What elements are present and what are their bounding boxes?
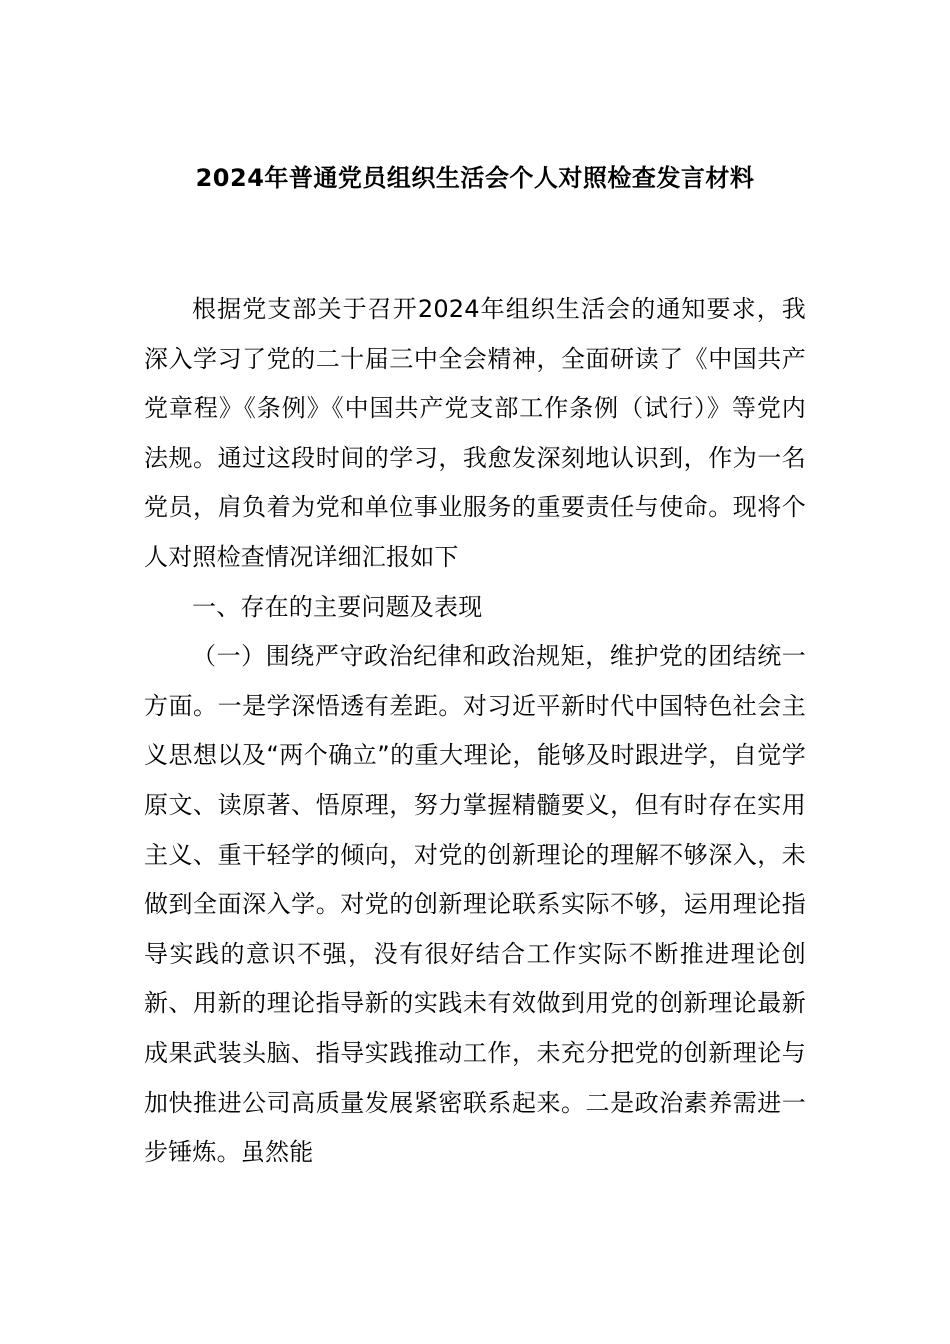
section-heading: 一、存在的主要问题及表现 [192, 592, 483, 621]
document-title: 2024年普通党员组织生活会个人对照检查发言材料 [195, 164, 755, 192]
document-body [144, 285, 806, 1178]
paragraph-section-1: （一）围绕严守政治纪律和政治规矩，维护党的团结统一方面。一是学深悟透有差距。对习近平新时代中国特色社会主义思想以及“两个确立”的重大理论，能够及时跟进学，自觉学原文、读原著、悟原理，努力掌握精髓要义，但有时存在实用主义、重干轻学的倾向，对党的创新理论的理解不够深入，未做到全面深入学。对党的创新理论联系实际不够，运用理论指导实践的意识不强，没有很好结合工作实际不断推进理论创新、用新的理论指导新的实践未有效做到用党的创新理论最新成果武装头脑、指导实践推动工作，未充分把党的创新理论与加快推进公司高质量发展紧密联系起来。二是政治素养需进一步锤炼。虽然能 [144, 642, 806, 1167]
paragraph-intro: 根据党支部关于召开2024年组织生活会的通知要求，我深入学习了党的二十届三中全会精神，全面研读了《中国共产党章程》《条例》《中国共产党支部工作条例（试行）》等党内法规。通过这段时间的学习，我愈发深刻地认识到，作为一名党员，肩负着为党和单位事业服务的重要责任与使命。现将个人对照检查情况详细汇报如下 [144, 295, 806, 571]
